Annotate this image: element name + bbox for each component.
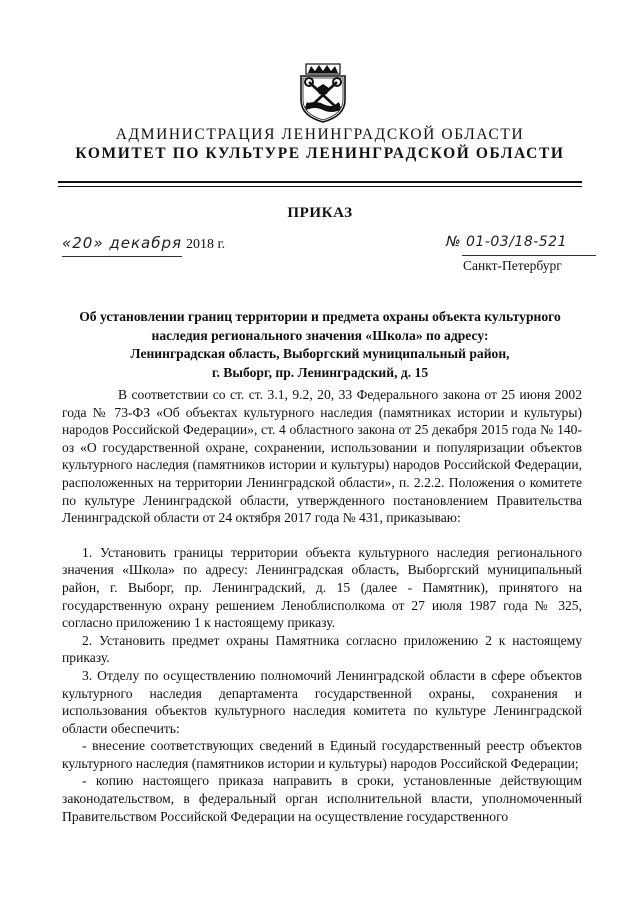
committee-name: КОМИТЕТ ПО КУЛЬТУРЕ ЛЕНИНГРАДСКОЙ ОБЛАСТИ: [75, 145, 565, 162]
document-date: [62, 234, 282, 260]
coat-of-arms-icon: [297, 62, 349, 124]
title-line-4: г. Выборг, пр. Ленинградский, д. 15: [211, 364, 429, 380]
title-line-3: Ленинградская область, Выборгский муниципальный район,: [130, 346, 510, 361]
document-type: ПРИКАЗ: [287, 205, 353, 221]
date-underline: [62, 256, 182, 257]
document-city: Санкт-Петербург: [463, 258, 562, 273]
order-item-3-bullet-1: - внесение соответствующих сведений в Единый государственный реестр объектов культурного наследия (памятников истории и культуры) народов Российской Федерации;: [62, 738, 582, 771]
document-title: [40, 308, 600, 382]
number-underline: [462, 255, 596, 256]
order-item-1: 1. Установить границы территории объекта культурного наследия регионального значения «Школа» по адресу: Ленинградская область, Выборгский муниципальный район, г. Выборг, пр. Ленинградский, д. 15 (далее - Памятник), принятого на государственную охрану решением Леноблисполкома от 27 июля 1987 года № 325, согласно приложению 1 к настоящему приказу.: [62, 544, 582, 631]
handwritten-number: № 01-03/18-521: [446, 234, 567, 250]
order-item-2: 2. Установить предмет охраны Памятника согласно приложению 2 к настоящему приказу.: [62, 632, 582, 666]
preamble-paragraph: В соответствии со ст. ст. 3.1, 9.2, 20, 33 Федерального закона от 25 июня 2002 года № 73-ФЗ «Об объектах культурного наследия (памятниках истории и культуры) народов Российской Федерации», ст. 4 областного закона от 25 декабря 2015 года № 140-оз «О государственной охране, сохранении, использовании и популяризации объектов культурного наследия (памятников истории и культуры) народов Российской Федерации, расположенных на территории Ленинградской области», п. 2.2.2. Положения о комитете по культуре Ленинградской области, утвержденного постановлением Правительства Ленинградской области от 24 октября 2017 года № 431, приказываю:: [62, 387, 582, 526]
title-line-1: Об установлении границ территории и предмета охраны объекта культурного: [79, 309, 561, 324]
order-item-3: 3. Отделу по осуществлению полномочий Ленинградской области в сфере объектов культурного наследия департамента государственной охраны, сохранения и использования объектов культурного наследия комитета по культуре Ленинградской области обеспечить:: [62, 667, 582, 736]
document-body: [62, 386, 582, 825]
title-line-2: наследия регионального значения «Школа» по адресу:: [151, 327, 489, 343]
date-year: 2018 г.: [186, 237, 226, 252]
handwritten-date: «20» декабря: [62, 234, 183, 252]
organization-name: АДМИНИСТРАЦИЯ ЛЕНИНГРАДСКОЙ ОБЛАСТИ: [115, 126, 525, 143]
header-divider-thick: [58, 181, 582, 183]
header-divider-thin: [58, 186, 582, 187]
order-item-3-bullet-2: - копию настоящего приказа направить в сроки, установленные действующим законодательством, в федеральный орган исполнительной власти, уполномоченный Правительством Российской Федерации на осуществление государственного: [62, 773, 582, 824]
document-number: [446, 233, 606, 259]
